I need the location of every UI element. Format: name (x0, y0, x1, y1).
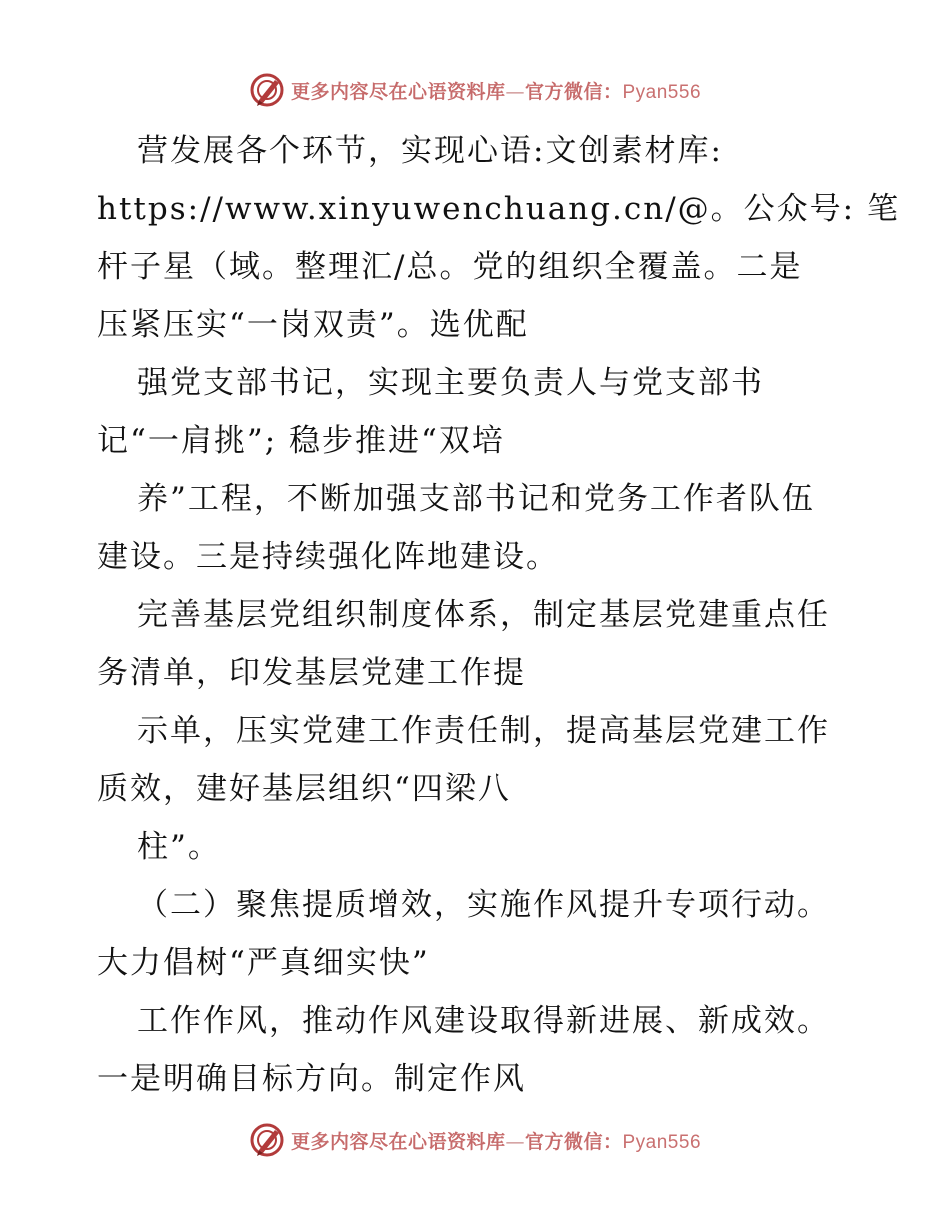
banner-title (291, 1127, 701, 1154)
text-line: 养”工程，不断加强支部书记和党务工作者队伍 (137, 481, 815, 517)
pen-logo-icon (249, 72, 285, 108)
text-line: 记“一肩挑”; 稳步推进“双培 (97, 423, 505, 459)
pen-logo-icon (249, 1122, 285, 1158)
header-banner (0, 70, 950, 110)
text-line: 柱”。 (137, 829, 221, 865)
banner-separator: — (505, 1130, 525, 1153)
banner-official-label: 官方微信： (524, 80, 623, 103)
banner-wechat-id: Pyan556 (622, 1131, 702, 1153)
text-line: 工作作风，推动作风建设取得新进展、新成效。 (137, 1003, 830, 1039)
text-line: 建设。三是持续强化阵地建设。 (97, 539, 559, 575)
text-line: https://www.xinyuwenchuang.cn/@。公众号: 笔 (97, 191, 900, 227)
banner-separator: — (505, 80, 525, 103)
text-line: 强党支部书记，实现主要负责人与党支部书 (137, 365, 764, 401)
text-line: （二）聚焦提质增效，实施作风提升专项行动。 (137, 887, 830, 923)
banner-main-text: 更多内容尽在心语资料库 (290, 1130, 506, 1153)
banner-title (291, 77, 701, 104)
banner-official-label: 官方微信： (524, 1130, 623, 1153)
text-line: 完善基层党组织制度体系，制定基层党建重点任 (137, 597, 830, 633)
footer-banner (0, 1120, 950, 1160)
text-line: 压紧压实“一岗双责”。选优配 (97, 307, 529, 343)
document-body (97, 122, 900, 1108)
text-line: 营发展各个环节，实现心语:文创素材库: (137, 133, 723, 169)
banner-wechat-id: Pyan556 (622, 81, 702, 103)
text-line: 大力倡树“严真细实快” (97, 945, 430, 981)
text-line: 一是明确目标方向。制定作风 (97, 1061, 526, 1097)
text-line: 杆子星（域。整理汇/总。党的组织全覆盖。二是 (97, 249, 803, 285)
text-line: 示单，压实党建工作责任制，提高基层党建工作 (137, 713, 830, 749)
text-line: 务清单，印发基层党建工作提 (97, 655, 526, 691)
banner-main-text: 更多内容尽在心语资料库 (290, 80, 506, 103)
text-line: 质效，建好基层组织“四梁八 (97, 771, 511, 807)
